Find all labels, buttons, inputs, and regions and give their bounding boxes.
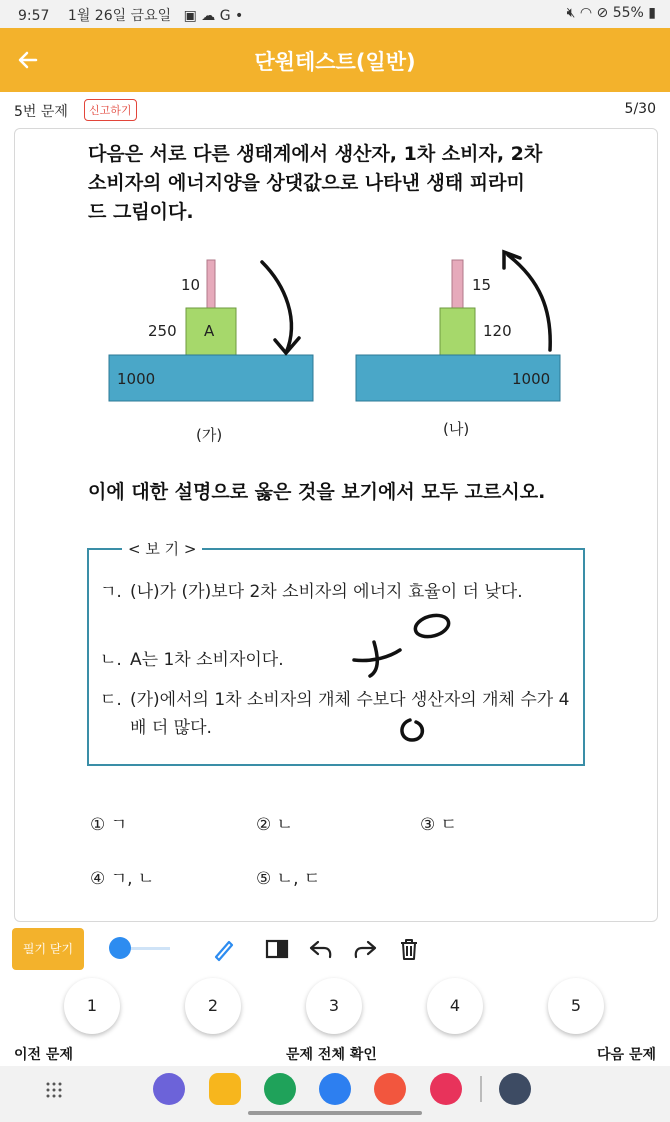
report-button[interactable]: 신고하기 xyxy=(84,99,137,121)
status-left xyxy=(18,5,243,25)
bogi-text: (나)가 (가)보다 2차 소비자의 에너지 효율이 더 낮다. xyxy=(130,582,523,602)
right-base-value: 1000 xyxy=(512,370,551,388)
bogi-item xyxy=(100,578,578,606)
prev-question-button[interactable]: 이전 문제 xyxy=(14,1047,73,1063)
files-app-icon[interactable] xyxy=(209,1073,241,1105)
app-drawer-icon[interactable] xyxy=(44,1080,64,1100)
dock-divider xyxy=(480,1076,482,1102)
handwritten-marks xyxy=(340,600,470,750)
bogi-title: < 보 기 > xyxy=(122,538,202,559)
contacts-app-icon[interactable] xyxy=(374,1073,406,1105)
bogi-text: A는 1차 소비자이다. xyxy=(130,650,284,670)
answer-button-4[interactable]: 4 xyxy=(427,978,483,1034)
camera-app-icon[interactable] xyxy=(430,1073,462,1105)
right-middle-bar xyxy=(440,308,475,355)
question-info-row xyxy=(0,98,670,122)
app-bar xyxy=(0,28,670,92)
undo-icon[interactable] xyxy=(306,934,336,964)
question-progress: 5/30 xyxy=(624,101,656,117)
left-base-value: 1000 xyxy=(117,370,156,388)
question-number: 5번 문제 xyxy=(14,104,68,120)
handwritten-down-arrow xyxy=(262,262,299,353)
status-time: 9:57 xyxy=(18,8,50,24)
redo-icon[interactable] xyxy=(350,934,380,964)
mute-icon: 🔇︎ xyxy=(566,5,576,21)
choice-4[interactable]: ④ ㄱ, ㄴ xyxy=(90,869,155,889)
next-question-button[interactable]: 다음 문제 xyxy=(597,1047,656,1063)
internet-app-icon[interactable] xyxy=(153,1073,185,1105)
right-caption: (나) xyxy=(443,420,470,438)
trash-icon[interactable] xyxy=(394,934,424,964)
question-line: 소비자의 에너지양을 상댓값으로 나타낸 생태 피라미 xyxy=(88,172,525,194)
answer-button-1[interactable]: 1 xyxy=(64,978,120,1034)
handwritten-x-mark xyxy=(354,642,400,676)
notification-icons: ▣ ☁ G • xyxy=(183,8,244,24)
choice-2[interactable]: ② ㄴ xyxy=(256,815,294,835)
close-note-button[interactable]: 필기 닫기 xyxy=(12,928,84,970)
right-top-bar xyxy=(452,260,463,308)
handwritten-circle-mark xyxy=(413,612,451,640)
sub-question: 이에 대한 설명으로 옳은 것을 보기에서 모두 고르시오. xyxy=(88,481,546,503)
left-caption: (가) xyxy=(196,426,223,444)
right-top-value: 15 xyxy=(472,276,492,294)
answer-button-5[interactable]: 5 xyxy=(548,978,604,1034)
question-text xyxy=(88,140,578,227)
all-questions-button[interactable]: 문제 전체 확인 xyxy=(286,1047,377,1063)
settings-app-icon[interactable] xyxy=(499,1073,531,1105)
bogi-item xyxy=(100,646,578,674)
pen-icon[interactable] xyxy=(208,934,238,964)
left-top-bar xyxy=(207,260,215,308)
question-line: 드 그림이다. xyxy=(88,201,194,223)
handwritten-circle-mark xyxy=(402,720,422,740)
page-title: 단원테스트(일반) xyxy=(254,50,416,74)
bogi-marker: ㄴ. xyxy=(100,650,122,670)
messages-app-icon[interactable] xyxy=(319,1073,351,1105)
status-bar xyxy=(0,0,670,28)
bogi-marker: ㄷ. xyxy=(100,690,122,710)
wifi-icon: ◠ xyxy=(579,5,593,21)
choice-1[interactable]: ① ㄱ xyxy=(90,815,128,835)
right-middle-value: 120 xyxy=(483,322,512,340)
battery-icon: ▮ xyxy=(648,5,656,21)
choice-3[interactable]: ③ ㄷ xyxy=(420,815,458,835)
left-top-value: 10 xyxy=(181,276,201,294)
pen-size-slider-handle[interactable] xyxy=(109,937,131,959)
answer-button-3[interactable]: 3 xyxy=(306,978,362,1034)
choice-5[interactable]: ⑤ ㄴ, ㄷ xyxy=(256,869,321,889)
dnd-icon: ⊘ xyxy=(596,5,609,21)
left-middle-label: A xyxy=(204,322,215,340)
bogi-item xyxy=(100,686,578,742)
status-right xyxy=(567,5,656,21)
left-middle-value: 250 xyxy=(148,322,177,340)
home-indicator[interactable] xyxy=(248,1111,422,1115)
bogi-text: (가)에서의 1차 소비자의 개체 수보다 생산자의 개체 수가 4배 더 많다. xyxy=(130,690,570,738)
status-date: 1월 26일 금요일 xyxy=(67,8,172,24)
bogi-marker: ㄱ. xyxy=(100,582,122,602)
compare-icon[interactable] xyxy=(262,934,292,964)
status-battery: 55% xyxy=(612,5,644,21)
answer-button-2[interactable]: 2 xyxy=(185,978,241,1034)
phone-app-icon[interactable] xyxy=(264,1073,296,1105)
question-line: 다음은 서로 다른 생태계에서 생산자, 1차 소비자, 2차 xyxy=(88,143,543,165)
